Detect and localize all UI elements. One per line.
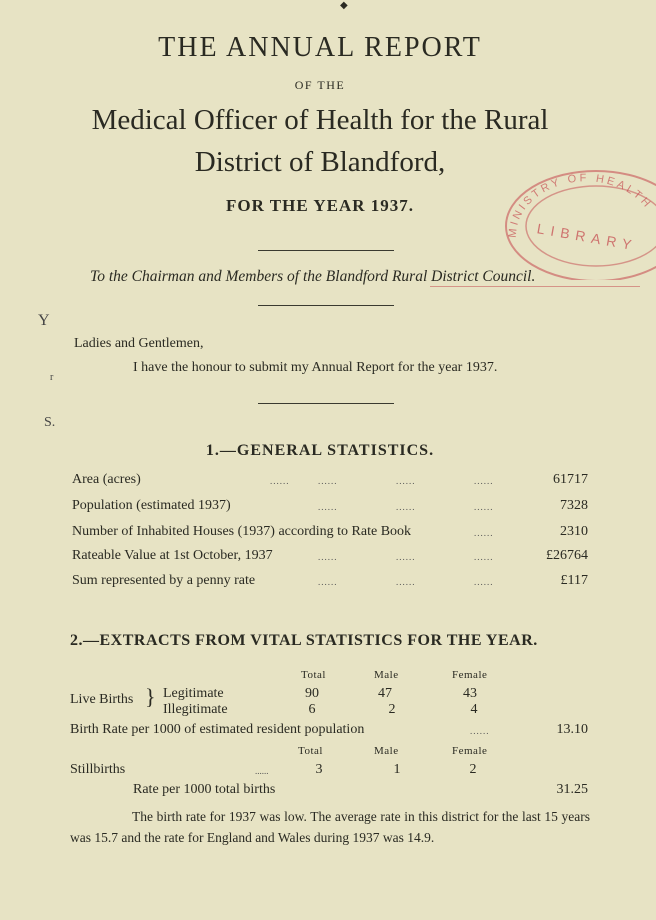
report-subtitle-line2: District of Blandford, (194, 146, 446, 178)
illegitimate-male: 2 (388, 702, 396, 717)
column-header-total: Total (301, 669, 326, 681)
statistics-row: Rateable Value at 1st October, 1937 ...... ...... ...... £26764 (72, 548, 588, 563)
report-year: FOR THE YEAR 1937. (225, 196, 415, 215)
margin-mark: S. (44, 415, 56, 430)
general-statistics-heading: 1.—GENERAL STATISTICS. (205, 442, 435, 459)
birth-rate-paragraph: The birth rate for 1937 was low. The average rate in this district for the last 15 years was 15.7 and the rate for England and Wales during 1937 was 14.9. (70, 809, 590, 845)
stillbirths-male: 1 (393, 762, 401, 777)
stamp-line (430, 286, 640, 287)
statistics-row: Number of Inhabited Houses (1937) according to Rate Book ...... 2310 (72, 524, 588, 539)
vital-statistics-heading: 2.—EXTRACTS FROM VITAL STATISTICS FOR THE YEAR. (70, 632, 538, 649)
row-label: Number of Inhabited Houses (1937) according to Rate Book (72, 524, 412, 539)
column-header-female: Female (452, 669, 488, 681)
statistics-row: Sum represented by a penny rate ...... ...... ...... £117 (72, 573, 588, 588)
birth-rate-label: Birth Rate per 1000 of estimated resident population (70, 722, 365, 737)
legitimate-male: 47 (378, 686, 392, 701)
stillbirths-total: 3 (315, 762, 323, 777)
report-subtitle-line1: Medical Officer of Health for the Rural (91, 104, 549, 136)
legitimate-female: 43 (463, 686, 477, 701)
address-line: To the Chairman and Members of the Blandford Rural District Council. (90, 268, 536, 285)
row-label: Population (estimated 1937) (72, 498, 231, 513)
of-the-text: OF THE (294, 78, 346, 92)
stamp-text-bottom: LIBRARY (535, 220, 639, 254)
stamp-text-top: MINISTRY OF HEALTH (506, 172, 655, 239)
row-value: 2310 (560, 524, 588, 539)
margin-mark: Y (38, 312, 50, 329)
ink-mark: ◆ (340, 0, 348, 11)
stillbirths-female: 2 (469, 762, 477, 777)
statistics-row: Population (estimated 1937) ...... ...... ...... 7328 (72, 498, 588, 513)
column-header-male: Male (374, 745, 399, 757)
library-stamp (496, 168, 656, 280)
stillbirth-rate-label: Rate per 1000 total births (133, 782, 276, 797)
statistics-row: Area (acres) ...... ...... ...... ...... 61717 (72, 472, 588, 487)
birth-rate-row: Birth Rate per 1000 of estimated resident population ...... 13.10 (70, 722, 588, 737)
row-value: £117 (560, 573, 588, 588)
live-births-label: Live Births (70, 692, 134, 707)
illegitimate-total: 6 (308, 702, 316, 717)
row-label: Area (acres) (72, 472, 141, 487)
column-header-male: Male (374, 669, 399, 681)
row-value: 61717 (553, 472, 588, 487)
margin-mark: r (50, 372, 54, 383)
stillbirths-label: Stillbirths (70, 762, 126, 777)
birth-rate-value: 13.10 (556, 722, 588, 737)
salutation: Ladies and Gentlemen, (74, 336, 204, 351)
intro-text: I have the honour to submit my Annual Report for the year 1937. (133, 360, 498, 375)
divider (258, 250, 394, 251)
row-label: Sum represented by a penny rate (72, 573, 256, 588)
brace-icon: } (145, 684, 156, 709)
row-label: Rateable Value at 1st October, 1937 (72, 548, 273, 563)
column-header-female: Female (452, 745, 488, 757)
illegitimate-female: 4 (470, 702, 478, 717)
report-title: THE ANNUAL REPORT (158, 32, 482, 63)
divider (258, 403, 394, 404)
legitimate-label: Legitimate (163, 686, 224, 701)
row-value: £26764 (546, 548, 588, 563)
illegitimate-label: Illegitimate (163, 702, 228, 717)
stillbirth-rate-value: 31.25 (556, 782, 588, 797)
stillbirth-rate-row (0, 782, 640, 802)
divider (258, 305, 394, 306)
row-value: 7328 (560, 498, 588, 513)
column-header-total: Total (298, 745, 323, 757)
legitimate-total: 90 (305, 686, 319, 701)
